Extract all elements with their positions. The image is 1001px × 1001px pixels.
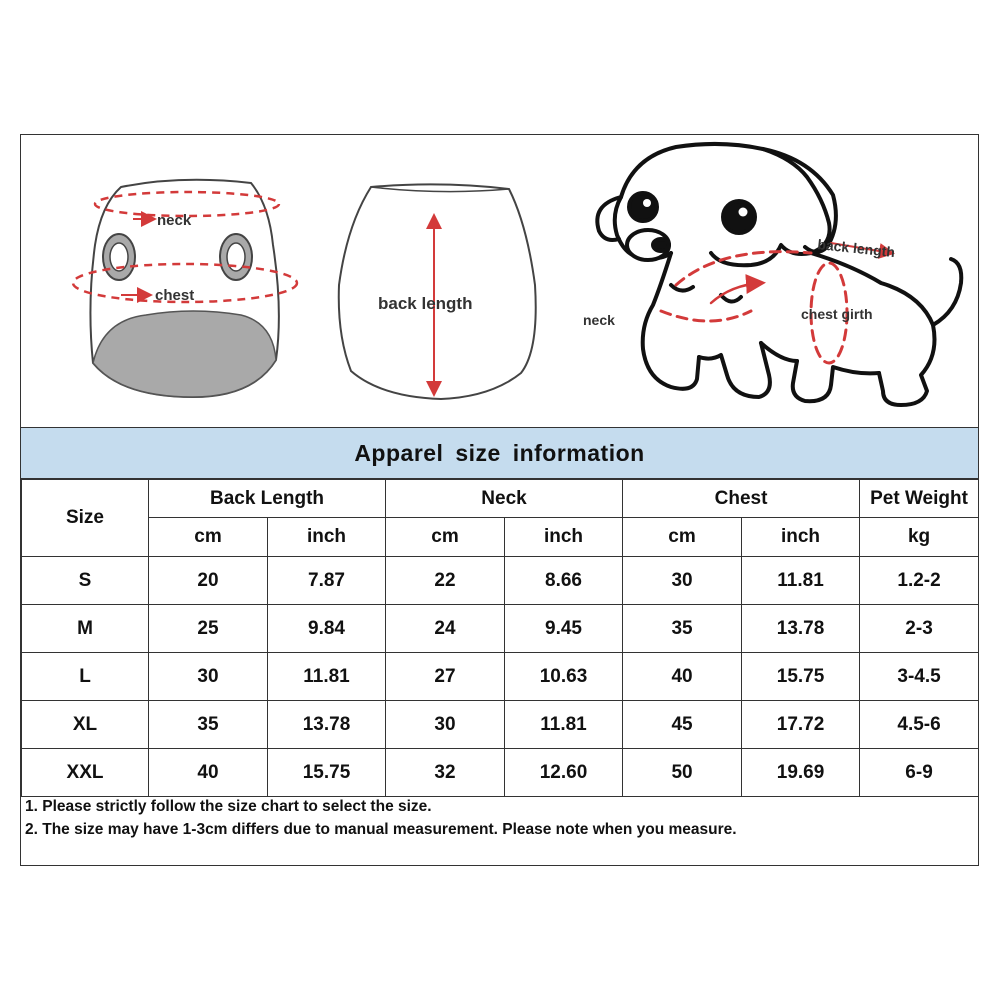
neck-cm-cell: 22 (386, 557, 505, 605)
back-length-label: back length (378, 294, 473, 313)
weight-cell: 3-4.5 (860, 653, 979, 701)
unit-header: kg (860, 518, 979, 557)
dog-diagram (597, 144, 961, 405)
neck-cm-cell: 30 (386, 701, 505, 749)
chest-header: Chest (623, 480, 860, 518)
neck-inch-cell: 10.63 (505, 653, 623, 701)
table-row (22, 749, 979, 797)
neck-inch-cell: 12.60 (505, 749, 623, 797)
chest-cm-cell: 45 (623, 701, 742, 749)
garment-back-diagram (339, 184, 536, 399)
size-cell: XXL (22, 749, 149, 797)
note-2: 2. The size may have 1-3cm differs due to manual measurement. Please note when you measure. (25, 821, 737, 838)
illustrations-svg (21, 135, 978, 427)
chest-inch-cell: 19.69 (742, 749, 860, 797)
chest-inch-cell: 15.75 (742, 653, 860, 701)
unit-header: inch (268, 518, 386, 557)
table-row (22, 605, 979, 653)
chest-inch-cell: 17.72 (742, 701, 860, 749)
dog-neck-label: neck (583, 312, 615, 328)
header-row-units (22, 518, 979, 557)
table-title-bar (21, 427, 978, 479)
back-cm-cell: 40 (149, 749, 268, 797)
table-row (22, 557, 979, 605)
weight-cell: 4.5-6 (860, 701, 979, 749)
unit-header: cm (386, 518, 505, 557)
back-cm-cell: 35 (149, 701, 268, 749)
neck-inch-cell: 9.45 (505, 605, 623, 653)
back-inch-cell: 13.78 (268, 701, 386, 749)
notes (21, 795, 978, 841)
back-length-header: Back Length (149, 480, 386, 518)
back-inch-cell: 15.75 (268, 749, 386, 797)
unit-header: cm (149, 518, 268, 557)
table-row (22, 653, 979, 701)
size-cell: S (22, 557, 149, 605)
size-cell: M (22, 605, 149, 653)
table-title: Apparel size information (354, 439, 645, 466)
weight-cell: 1.2-2 (860, 557, 979, 605)
garment-front-diagram (73, 180, 297, 397)
neck-cm-cell: 32 (386, 749, 505, 797)
neck-cm-cell: 27 (386, 653, 505, 701)
dog-chest-girth-label: chest girth (801, 306, 873, 322)
back-inch-cell: 7.87 (268, 557, 386, 605)
chest-inch-cell: 11.81 (742, 557, 860, 605)
size-cell: XL (22, 701, 149, 749)
size-header: Size (22, 480, 149, 557)
chest-inch-cell: 13.78 (742, 605, 860, 653)
measurement-illustrations (21, 135, 978, 427)
pet-weight-header: Pet Weight (860, 480, 979, 518)
unit-header: cm (623, 518, 742, 557)
header-row-groups (22, 480, 979, 518)
neck-cm-cell: 24 (386, 605, 505, 653)
weight-cell: 2-3 (860, 605, 979, 653)
chest-cm-cell: 35 (623, 605, 742, 653)
size-table (21, 479, 979, 797)
size-chart-frame (20, 134, 979, 866)
neck-header: Neck (386, 480, 623, 518)
neck-label: neck (157, 212, 192, 229)
back-cm-cell: 30 (149, 653, 268, 701)
back-inch-cell: 11.81 (268, 653, 386, 701)
size-cell: L (22, 653, 149, 701)
chest-label: chest (155, 287, 195, 304)
chest-cm-cell: 50 (623, 749, 742, 797)
unit-header: inch (742, 518, 860, 557)
note-1: 1. Please strictly follow the size chart to select the size. (25, 798, 432, 815)
chest-cm-cell: 40 (623, 653, 742, 701)
unit-header: inch (505, 518, 623, 557)
dog-back-length-label: back length (816, 236, 896, 261)
neck-inch-cell: 11.81 (505, 701, 623, 749)
chest-cm-cell: 30 (623, 557, 742, 605)
table-row (22, 701, 979, 749)
weight-cell: 6-9 (860, 749, 979, 797)
back-cm-cell: 25 (149, 605, 268, 653)
back-inch-cell: 9.84 (268, 605, 386, 653)
back-cm-cell: 20 (149, 557, 268, 605)
neck-inch-cell: 8.66 (505, 557, 623, 605)
